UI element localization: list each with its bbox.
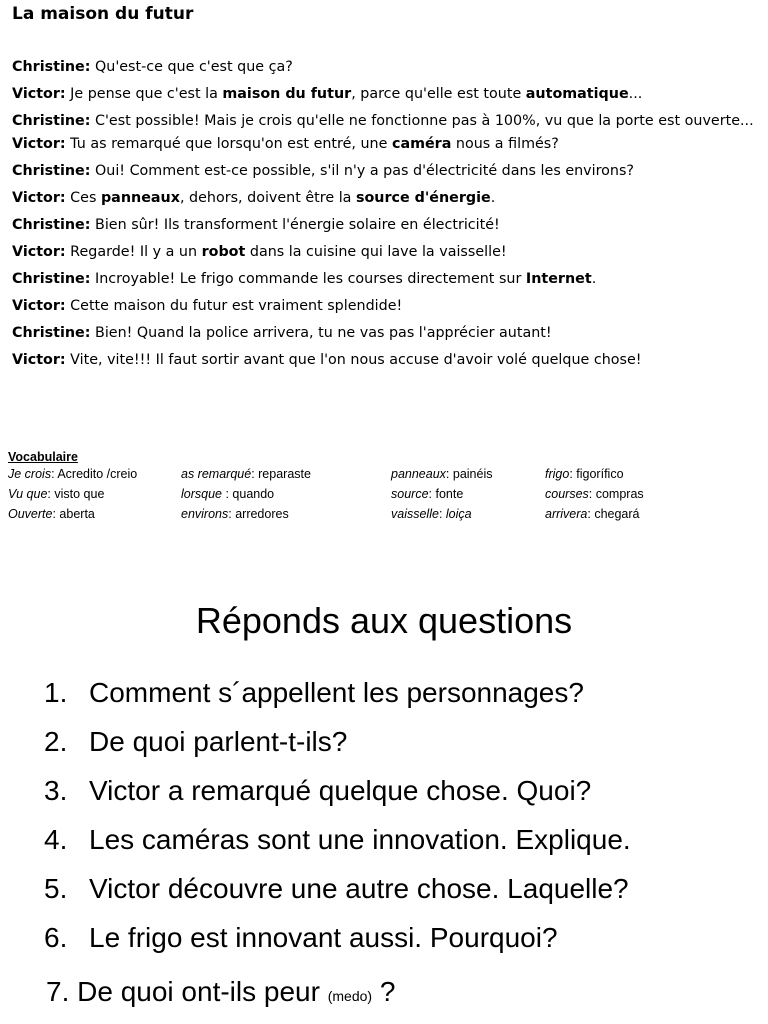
dialogue-text: ... bbox=[628, 86, 643, 102]
question-text: Les caméras sont une innovation. Explique. bbox=[89, 824, 631, 855]
vocab-separator: : bbox=[228, 507, 236, 521]
page-title: La maison du futur bbox=[12, 4, 194, 24]
vocab-definition: quando bbox=[232, 487, 275, 501]
vocab-separator: : bbox=[52, 507, 60, 521]
vocab-term: vaisselle bbox=[391, 507, 439, 521]
vocab-separator: : bbox=[222, 487, 233, 501]
vocab-term: frigo bbox=[545, 467, 570, 481]
questions-list bbox=[44, 677, 631, 971]
vocab-definition: figorífico bbox=[576, 467, 624, 481]
keyword: caméra bbox=[391, 136, 452, 152]
speaker-name: Victor: bbox=[12, 190, 66, 206]
vocab-entry bbox=[545, 507, 640, 521]
vocab-definition: reparaste bbox=[258, 467, 311, 481]
question-number: 3. bbox=[44, 775, 68, 806]
vocab-entry bbox=[181, 467, 311, 481]
vocab-term: Vu que bbox=[8, 487, 48, 501]
dialogue-line bbox=[12, 298, 760, 315]
dialogue-line bbox=[12, 136, 760, 153]
keyword: maison du futur bbox=[222, 86, 352, 102]
vocab-entry bbox=[545, 467, 624, 481]
question-item bbox=[44, 726, 631, 775]
speaker-name: Christine: bbox=[12, 271, 91, 287]
dialogue-text: Je pense que c'est la bbox=[65, 86, 223, 102]
dialogue-text: nous a filmés? bbox=[451, 136, 559, 152]
vocab-term: Je crois bbox=[8, 467, 52, 481]
vocab-separator: : bbox=[428, 487, 436, 501]
speaker-name: Victor: bbox=[12, 86, 66, 102]
dialogue-line bbox=[12, 271, 760, 288]
vocabulary-section bbox=[8, 447, 708, 527]
dialogue-line bbox=[12, 86, 760, 103]
dialogue-text: Bien sûr! Ils transforment l'énergie solaire en électricité! bbox=[90, 217, 500, 233]
dialogue-line bbox=[12, 244, 760, 261]
vocab-definition: aberta bbox=[59, 507, 95, 521]
speaker-name: Christine: bbox=[12, 163, 91, 179]
question-text: Le frigo est innovant aussi. Pourquoi? bbox=[89, 922, 558, 953]
speaker-name: Victor: bbox=[12, 244, 66, 260]
question-item bbox=[44, 677, 631, 726]
vocab-term: lorsque bbox=[181, 487, 222, 501]
speaker-name: Christine: bbox=[12, 113, 91, 129]
vocab-definition: chegará bbox=[594, 507, 640, 521]
dialogue-text: Vite, vite!!! Il faut sortir avant que l'on nous accuse d'avoir volé quelque chose! bbox=[65, 352, 642, 368]
dialogue-text: dans la cuisine qui lave la vaisselle! bbox=[245, 244, 507, 260]
dialogue-line bbox=[12, 190, 760, 207]
question-item bbox=[44, 775, 631, 824]
vocab-separator: : bbox=[51, 467, 58, 481]
vocab-entry bbox=[391, 467, 493, 481]
vocab-separator: : bbox=[251, 467, 259, 481]
keyword: Internet bbox=[525, 271, 592, 287]
dialogue-line bbox=[12, 59, 760, 76]
dialogue-text: . bbox=[591, 271, 597, 287]
vocabulary-title: Vocabulaire bbox=[8, 450, 78, 464]
dialogue-text: , parce qu'elle est toute bbox=[351, 86, 526, 102]
vocab-term: environs bbox=[181, 507, 229, 521]
dialogue-text: Bien! Quand la police arrivera, tu ne vas pas l'apprécier autant! bbox=[90, 325, 552, 341]
vocab-entry bbox=[8, 487, 104, 501]
question-text: Comment s´appellent les personnages? bbox=[89, 677, 584, 708]
dialogue-line bbox=[12, 163, 760, 180]
question-text: Victor a remarqué quelque chose. Quoi? bbox=[89, 775, 592, 806]
vocab-separator: : bbox=[445, 467, 453, 481]
speaker-name: Christine: bbox=[12, 217, 91, 233]
keyword: panneaux bbox=[100, 190, 180, 206]
dialogue-text: Tu as remarqué que lorsqu'on est entré, une bbox=[65, 136, 392, 152]
dialogue bbox=[12, 59, 760, 379]
dialogue-text: Cette maison du futur est vraiment splendide! bbox=[65, 298, 403, 314]
vocab-separator: : bbox=[587, 507, 595, 521]
dialogue-line bbox=[12, 217, 760, 234]
dialogue-text: Regarde! Il y a un bbox=[65, 244, 202, 260]
vocab-row bbox=[8, 467, 708, 487]
vocab-definition: visto que bbox=[54, 487, 105, 501]
question-7-text: 7. De quoi ont-ils peur bbox=[46, 976, 328, 1007]
keyword: robot bbox=[201, 244, 246, 260]
vocab-definition: compras bbox=[595, 487, 644, 501]
dialogue-text: Oui! Comment est-ce possible, s'il n'y a pas d'électricité dans les environs? bbox=[90, 163, 635, 179]
vocab-separator: : bbox=[47, 487, 55, 501]
vocab-term: panneaux bbox=[391, 467, 446, 481]
vocab-entry bbox=[181, 507, 289, 521]
speaker-name: Victor: bbox=[12, 352, 66, 368]
speaker-name: Christine: bbox=[12, 325, 91, 341]
vocab-separator: : bbox=[569, 467, 577, 481]
question-item bbox=[44, 824, 631, 873]
question-number: 4. bbox=[44, 824, 68, 855]
vocab-entry bbox=[391, 507, 472, 521]
question-number: 5. bbox=[44, 873, 68, 904]
vocab-entry bbox=[8, 467, 137, 481]
question-number: 1. bbox=[44, 677, 68, 708]
vocab-definition: painéis bbox=[452, 467, 493, 481]
vocab-entry bbox=[545, 487, 644, 501]
question-number: 6. bbox=[44, 922, 68, 953]
vocab-definition: loiça bbox=[445, 507, 472, 521]
question-7-end: ? bbox=[372, 976, 396, 1007]
vocab-term: courses bbox=[545, 487, 589, 501]
vocab-row bbox=[8, 507, 708, 527]
vocab-term: source bbox=[391, 487, 429, 501]
speaker-name: Victor: bbox=[12, 298, 66, 314]
vocab-definition: fonte bbox=[435, 487, 464, 501]
vocab-separator: : bbox=[588, 487, 596, 501]
question-7-note: (medo) bbox=[327, 988, 373, 1004]
vocab-term: Ouverte bbox=[8, 507, 53, 521]
vocab-term: arrivera bbox=[545, 507, 588, 521]
question-number: 2. bbox=[44, 726, 68, 757]
dialogue-text: . bbox=[490, 190, 496, 206]
vocab-separator: : bbox=[438, 507, 446, 521]
questions-title: Réponds aux questions bbox=[195, 600, 573, 641]
dialogue-text: C'est possible! Mais je crois qu'elle ne fonctionne pas à 100%, vu que la porte est ouverte... bbox=[90, 113, 754, 129]
dialogue-text: , dehors, doivent être la bbox=[179, 190, 356, 206]
vocab-definition: arredores bbox=[235, 507, 289, 521]
question-text: Victor découvre une autre chose. Laquelle? bbox=[89, 873, 629, 904]
dialogue-line bbox=[12, 352, 760, 369]
question-text: De quoi parlent-t-ils? bbox=[89, 726, 348, 757]
dialogue-text: Qu'est-ce que c'est que ça? bbox=[90, 59, 293, 75]
question-item bbox=[44, 922, 631, 971]
vocab-entry bbox=[181, 487, 274, 501]
vocab-definition: Acredito /creio bbox=[57, 467, 138, 481]
dialogue-line bbox=[12, 113, 760, 130]
keyword: source d'énergie bbox=[355, 190, 491, 206]
vocab-row bbox=[8, 487, 708, 507]
dialogue-text: Incroyable! Le frigo commande les courses directement sur bbox=[90, 271, 526, 287]
question-7 bbox=[46, 976, 395, 1008]
vocab-entry bbox=[391, 487, 463, 501]
speaker-name: Christine: bbox=[12, 59, 91, 75]
keyword: automatique bbox=[525, 86, 629, 102]
vocab-entry bbox=[8, 507, 95, 521]
vocab-term: as remarqué bbox=[181, 467, 252, 481]
dialogue-text: Ces bbox=[65, 190, 101, 206]
speaker-name: Victor: bbox=[12, 136, 66, 152]
dialogue-line bbox=[12, 325, 760, 342]
question-item bbox=[44, 873, 631, 922]
